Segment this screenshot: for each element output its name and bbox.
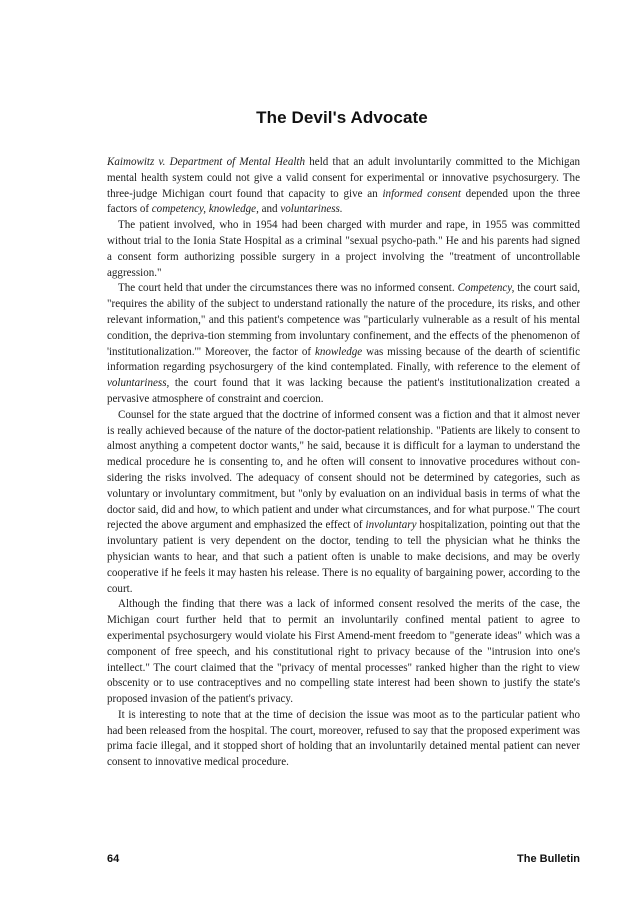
article-title: The Devil's Advocate: [256, 108, 428, 127]
paragraph-6: It is interesting to note that at the time of decision the issue was moot as to the particular patient who had been released from the hospital. The court, moreover, refused to say that the proposed experiment was prima facie illegal, and it stopped short of holding that an involuntarily detained mental patient can never consent to innovative medical procedure.: [107, 708, 580, 769]
paragraph-3: The court held that under the circumstances there was no informed consent. Competency, the court said, "requires the ability of the subject to understand rationally the nature of the procedure, its risks, and other relevant information," and this patient's competence was "particularly vulnerable as a result of his mental condition, the depriva-tion stemming from involuntary confinement, and the effects of the phenomenon of 'institutionalization.'" Moreover, the factor of knowledge was missing because of the dearth of scientific information regarding psychosurgery of the kind contemplated. Finally, with reference to the element of voluntariness, the court found that it was lacking because the patient's institutionalization created a pervasive atmosphere of constraint and coercion.: [107, 282, 580, 405]
paragraph-1: Kaimowitz v. Department of Mental Health held that an adult involuntarily committed to the Michigan mental health system could not give a valid consent for experimental or innovative psychosurgery. The three-judge Michigan court found that capacity to give an informed consent depended upon the three factors of competency, knowledge, and voluntariness.: [107, 156, 581, 216]
publication-name: The Bulletin: [517, 853, 580, 865]
page-number: 64: [107, 853, 120, 865]
case-name: Kaimowitz v. Department of Mental Health: [107, 156, 306, 168]
paragraph-5: Although the finding that there was a lack of informed consent resolved the merits of the case, the Michigan court further held that to permit an involuntarily confined mental patient to agree to experimental psychosurgery would violate his First Amend-ment freedom to "generate ideas" which was a component of free speech, and his constitutional right to privacy because of the "intrusion into one's intellect." The court claimed that the "privacy of mental processes" ranked higher than the right to view obscenity or to use contraceptives and no compelling state interest had been shown to justify the state's proposed invasion of the patient's privacy.: [107, 598, 580, 706]
paragraph-2: The patient involved, who in 1954 had been charged with murder and rape, in 1955 was committed without trial to the Ionia State Hospital as a criminal "sexual psycho-path." He and his parents had signed a consent form authorizing possible surgery in a project involving the "treatment of uncontrollable aggression.": [107, 219, 580, 279]
article-body: [107, 155, 580, 771]
paragraph-4: Counsel for the state argued that the doctrine of informed consent was a fiction and that it almost never is really achieved because of the nature of the doctor-patient relationship. "Patients are likely to consent to almost anything a competent doctor wants," he said, because it is difficult for a layman to understand the medical procedure he is consenting to, and he often will consent to innovative procedures without con-sidering the risks involved. The adequacy of consent should not be determined by categories, such as voluntary or involuntary commitment, but "only by evaluation on an individual basis in terms of what the doctor said, did and how, to which patient and under what circumstances, and for what purpose." The court rejected the above argument and emphasized the effect of involuntary hospitalization, pointing out that the involuntary patient is very dependent on the doctor, tending to tell the physician what he thinks the physician wants to hear, and that such a patient often is unable to make decisions, and may be overly cooperative if he feels it may hasten his release. There is no equality of bargaining power, according to the court.: [107, 408, 580, 595]
